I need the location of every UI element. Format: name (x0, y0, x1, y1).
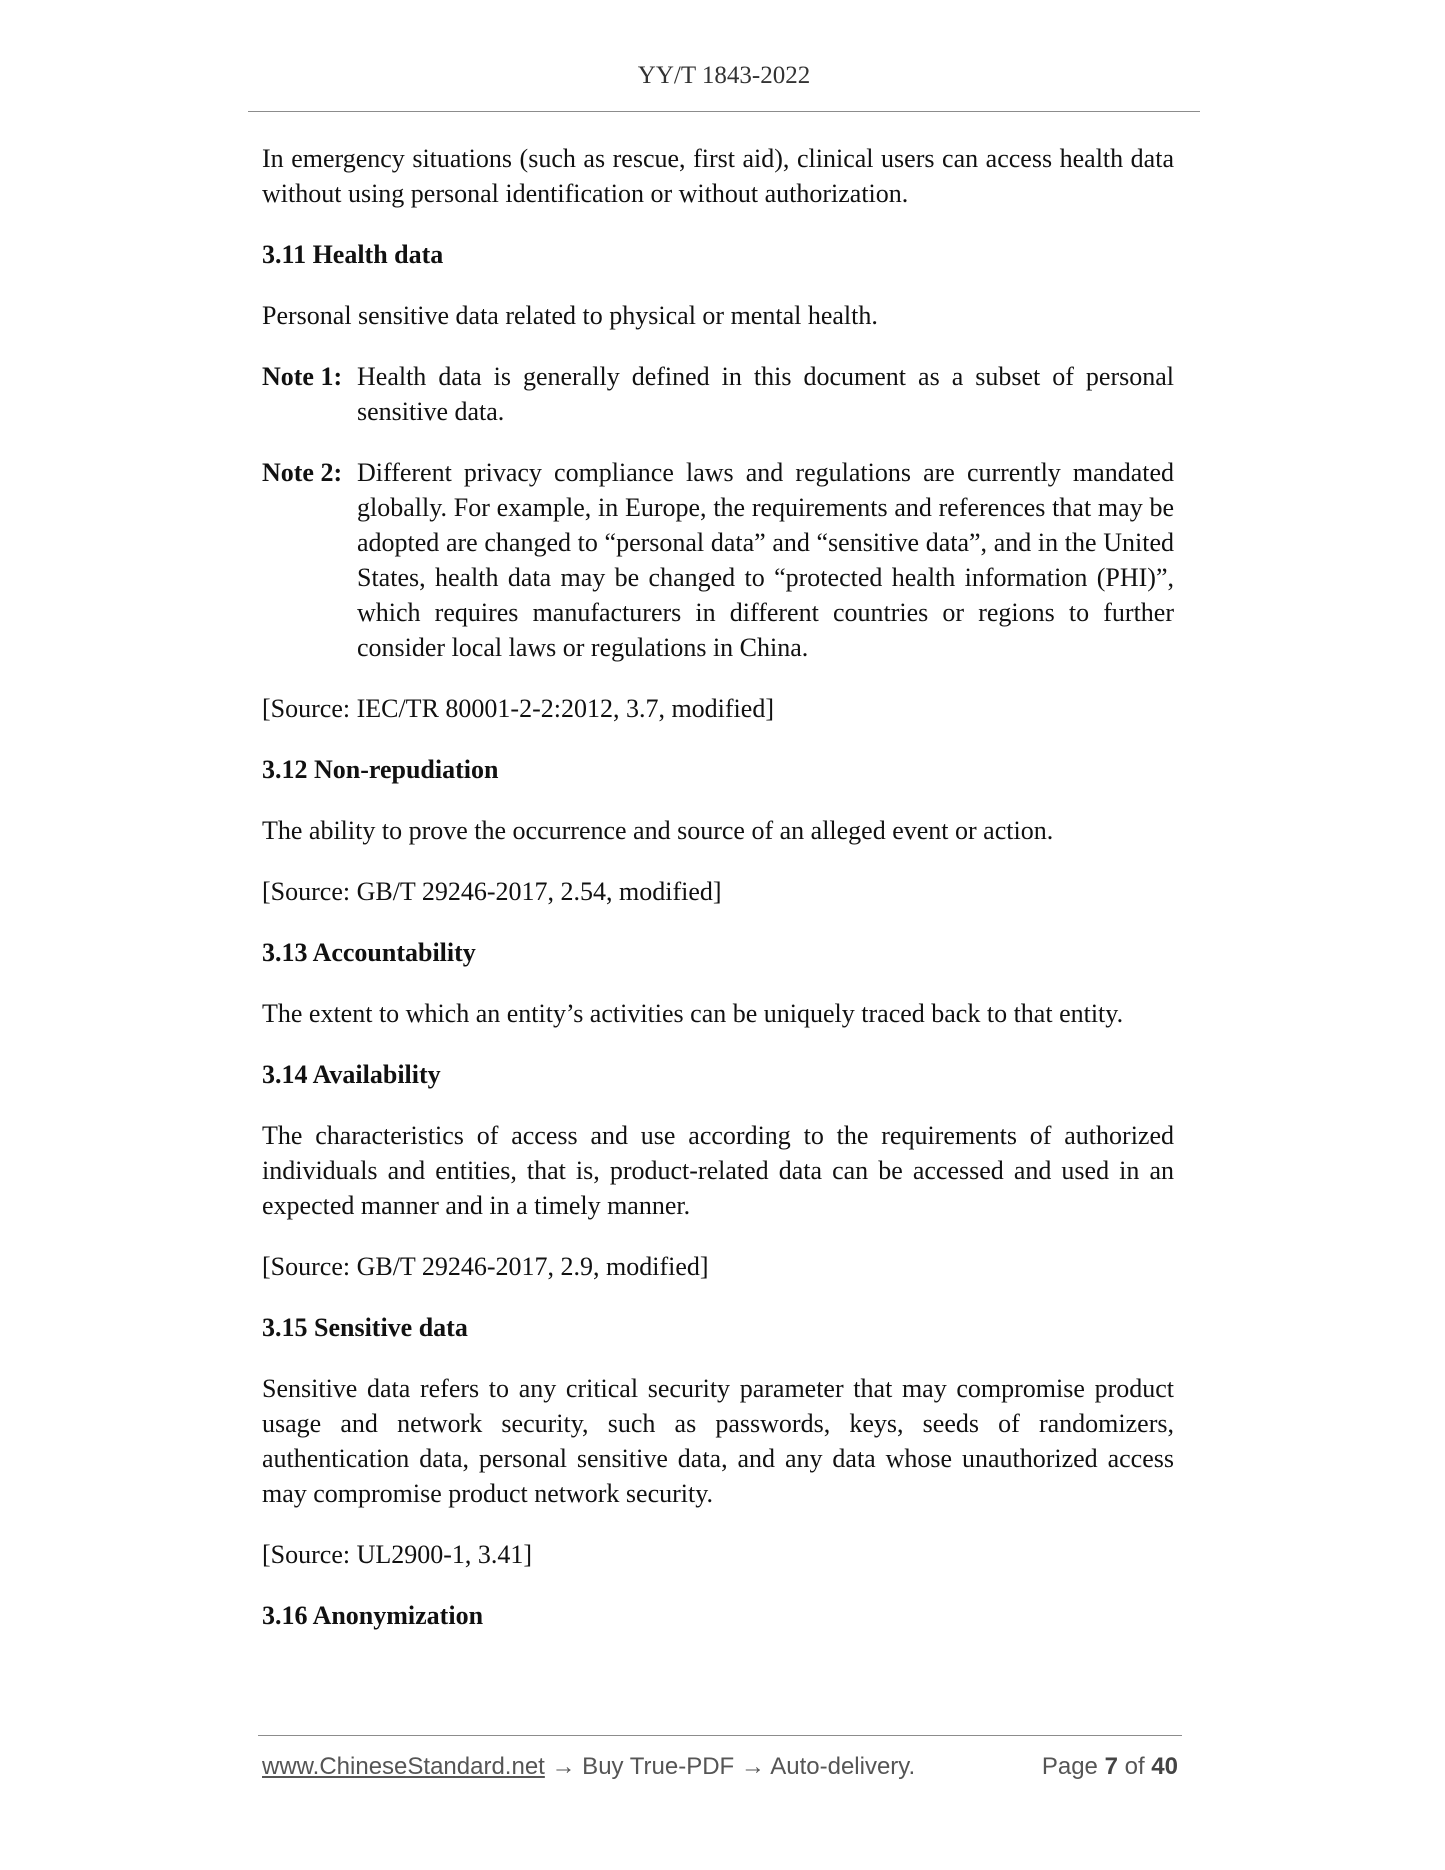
note-2-text: Different privacy compliance laws and regulations are currently mandated globally. For example, in Europe, the requirements and references that may be adopted are changed to “personal data” and “sensitive data”, and in the United States, health data may be changed to “protected health information (PHI)”, which requires manufacturers in different countries or regions to further consider local laws or regulations in China. (357, 458, 1174, 662)
document-body (262, 141, 1174, 1659)
section-3-14-source: [Source: GB/T 29246-2017, 2.9, modified] (262, 1252, 709, 1281)
page-word: Page (1041, 1753, 1098, 1780)
footer-promo-text: → Buy True-PDF → Auto-delivery. (544, 1753, 916, 1780)
note-1-label: Note 1: (262, 362, 343, 391)
footer-divider (258, 1735, 1182, 1736)
page-header-standard-code: YY/T 1843-2022 (637, 62, 811, 89)
section-3-15-heading: 3.15 Sensitive data (262, 1313, 468, 1342)
section-3-11-note-1 (262, 359, 1174, 429)
section-3-12-source: [Source: GB/T 29246-2017, 2.54, modified] (262, 877, 722, 906)
note-1-text: Health data is generally defined in this document as a subset of personal sensitive data. (357, 362, 1174, 426)
of-word: of (1124, 1753, 1145, 1780)
section-3-12-heading: 3.12 Non-repudiation (262, 755, 499, 784)
section-3-15-definition: Sensitive data refers to any critical security parameter that may compromise product usage and network security, such as passwords, keys, seeds of randomizers, authentication data, personal sensitive data, and any data whose unauthorized access may compromise product network security. (262, 1374, 1174, 1508)
section-3-14-definition: The characteristics of access and use according to the requirements of authorized individuals and entities, that is, product-related data can be accessed and used in an expected manner and in a timely manner. (262, 1121, 1174, 1220)
section-3-13-definition: The extent to which an entity’s activities can be uniquely traced back to that entity. (262, 999, 1124, 1028)
page-footer (262, 1753, 1178, 1781)
section-3-11-note-2 (262, 455, 1174, 665)
section-3-15-source: [Source: UL2900-1, 3.41] (262, 1540, 533, 1569)
page-indicator (1042, 1753, 1178, 1781)
section-3-16-heading: 3.16 Anonymization (262, 1601, 484, 1630)
section-3-11-definition: Personal sensitive data related to physical or mental health. (262, 301, 878, 330)
section-3-14-heading: 3.14 Availability (262, 1060, 441, 1089)
intro-paragraph: In emergency situations (such as rescue, first aid), clinical users can access health data without using personal identification or without authorization. (262, 144, 1174, 208)
current-page-number: 7 (1104, 1753, 1118, 1780)
section-3-11-source: [Source: IEC/TR 80001-2-2:2012, 3.7, modified] (262, 694, 774, 723)
section-3-12-definition: The ability to prove the occurrence and source of an alleged event or action. (262, 816, 1054, 845)
header-divider (248, 111, 1200, 112)
section-3-11-heading: 3.11 Health data (262, 240, 444, 269)
note-2-label: Note 2: (262, 458, 343, 487)
section-3-13-heading: 3.13 Accountability (262, 938, 476, 967)
total-pages-number: 40 (1151, 1753, 1178, 1780)
chinesestandard-link[interactable]: www.ChineseStandard.net (262, 1753, 545, 1780)
footer-promo (262, 1753, 915, 1781)
